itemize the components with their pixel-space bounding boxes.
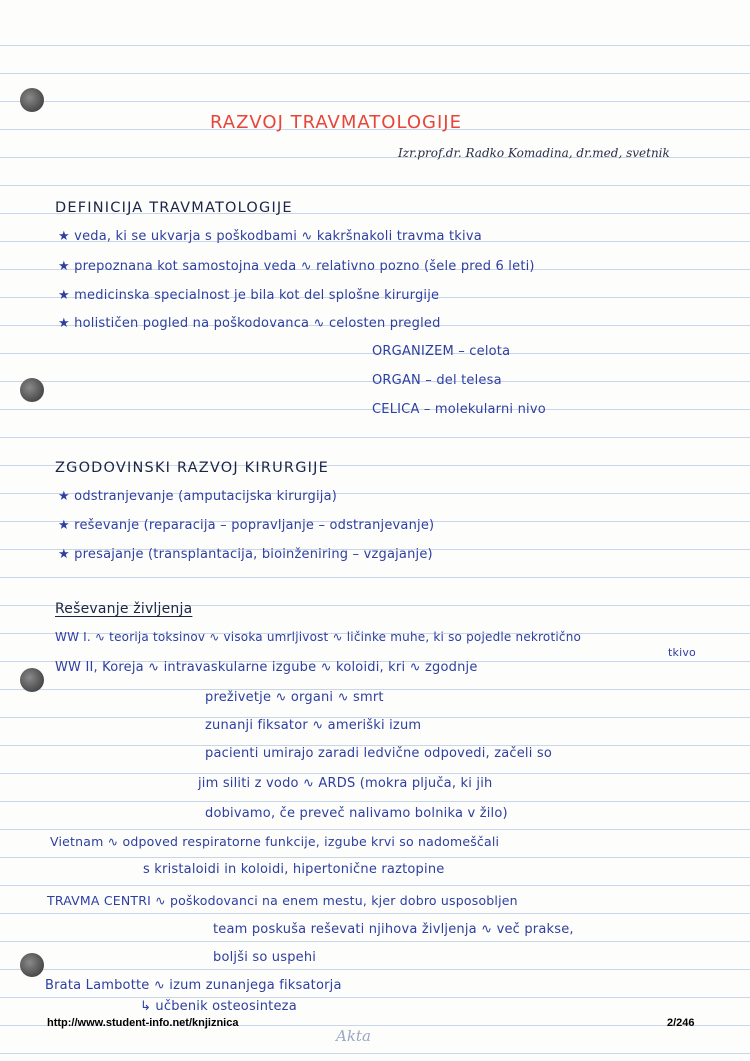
- note-line: Vietnam ∿ odpoved respiratorne funkcije, izgube krvi so nadomeščali: [50, 834, 500, 849]
- note-line: TRAVMA CENTRI ∿ poškodovanci na enem mestu, kjer dobro usposobljen: [47, 893, 518, 908]
- binder-hole-icon: [20, 88, 44, 112]
- list-item: ★ prepoznana kot samostojna veda ∿ relativno pozno (šele pred 6 leti): [58, 259, 535, 274]
- note-line: ↳ učbenik osteosinteza: [140, 999, 297, 1014]
- section-heading-saving-life: Reševanje življenja: [55, 601, 193, 617]
- note-line: WW I. ∿ teorija toksinov ∿ visoka umrljivost ∿ ličinke muhe, ki so pojedle nekrotično: [55, 630, 582, 644]
- note-line: s kristaloidi in koloidi, hipertonične raztopine: [143, 862, 445, 877]
- list-item: ★ medicinska specialnost je bila kot del splošne kirurgije: [58, 288, 440, 303]
- page-title: RAZVOJ TRAVMATOLOGIJE: [210, 112, 462, 133]
- list-item: ★ presajanje (transplantacija, bioinženiring – vzgajanje): [58, 547, 433, 562]
- binder-hole-icon: [20, 953, 44, 977]
- level-item: ORGANIZEM – celota: [372, 344, 511, 359]
- list-item: ★ reševanje (reparacija – popravljanje – odstranjevanje): [58, 518, 435, 533]
- note-line: pacienti umirajo zaradi ledvične odpovedi, začeli so: [205, 746, 553, 761]
- note-line: Brata Lambotte ∿ izum zunanjega fiksatorja: [45, 978, 342, 993]
- note-line: preživetje ∿ organi ∿ smrt: [205, 690, 384, 705]
- note-line: zunanji fiksator ∿ ameriški izum: [205, 718, 422, 733]
- note-line: tkivo: [668, 646, 696, 659]
- level-item: CELICA – molekularni nivo: [372, 402, 546, 417]
- watermark-stamp: Akta: [336, 1027, 371, 1045]
- list-item: ★ holističen pogled na poškodovanca ∿ celosten pregled: [58, 316, 441, 331]
- footer-url: http://www.student-info.net/knjiznica: [47, 1017, 239, 1029]
- binder-hole-icon: [20, 668, 44, 692]
- page-number: 2/246: [667, 1017, 695, 1029]
- note-line: jim siliti z vodo ∿ ARDS (mokra pljuča, ki jih: [198, 776, 493, 791]
- note-line: dobivamo, če preveč nalivamo bolnika v žilo): [205, 806, 508, 821]
- list-item: ★ veda, ki se ukvarja s poškodbami ∿ kakršnakoli travma tkiva: [58, 229, 482, 244]
- author-line: Izr.prof.dr. Radko Komadina, dr.med, svetnik: [398, 146, 670, 160]
- note-line: team poskuša reševati njihova življenja ∿ več prakse,: [213, 922, 574, 937]
- note-line: boljši so uspehi: [213, 950, 317, 965]
- section-heading-history: ZGODOVINSKI RAZVOJ KIRURGIJE: [55, 460, 329, 476]
- section-heading-definition: DEFINICIJA TRAVMATOLOGIJE: [55, 200, 293, 216]
- note-line: WW II, Koreja ∿ intravaskularne izgube ∿ koloidi, kri ∿ zgodnje: [55, 660, 478, 675]
- list-item: ★ odstranjevanje (amputacijska kirurgija): [58, 489, 338, 504]
- binder-hole-icon: [20, 378, 44, 402]
- level-item: ORGAN – del telesa: [372, 373, 502, 388]
